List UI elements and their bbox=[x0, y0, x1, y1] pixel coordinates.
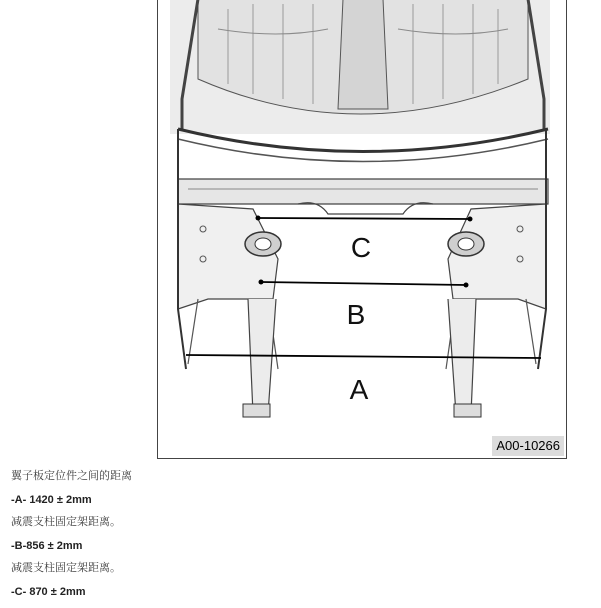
caption: 翼子板定位件之间的距离 bbox=[11, 469, 132, 482]
figure-id-badge: A00-10266 bbox=[492, 436, 564, 456]
description-1: 减震支柱固定架距离。 bbox=[11, 515, 121, 528]
label-c: C bbox=[350, 232, 372, 263]
measure-line-a bbox=[186, 355, 541, 358]
description-2: 减震支柱固定架距离。 bbox=[11, 561, 121, 574]
specification-text bbox=[11, 470, 591, 598]
label-b: B bbox=[346, 299, 366, 330]
vehicle-front-structure-drawing bbox=[158, 0, 566, 458]
spec-b: -B-856 ± 2mm bbox=[11, 540, 83, 552]
technical-figure bbox=[157, 0, 567, 459]
spec-a: -A- 1420 ± 2mm bbox=[11, 494, 92, 506]
label-a: A bbox=[349, 374, 369, 405]
measure-line-b bbox=[261, 282, 466, 285]
spec-c: -C- 870 ± 2mm bbox=[11, 586, 86, 598]
measure-line-c bbox=[258, 218, 470, 219]
